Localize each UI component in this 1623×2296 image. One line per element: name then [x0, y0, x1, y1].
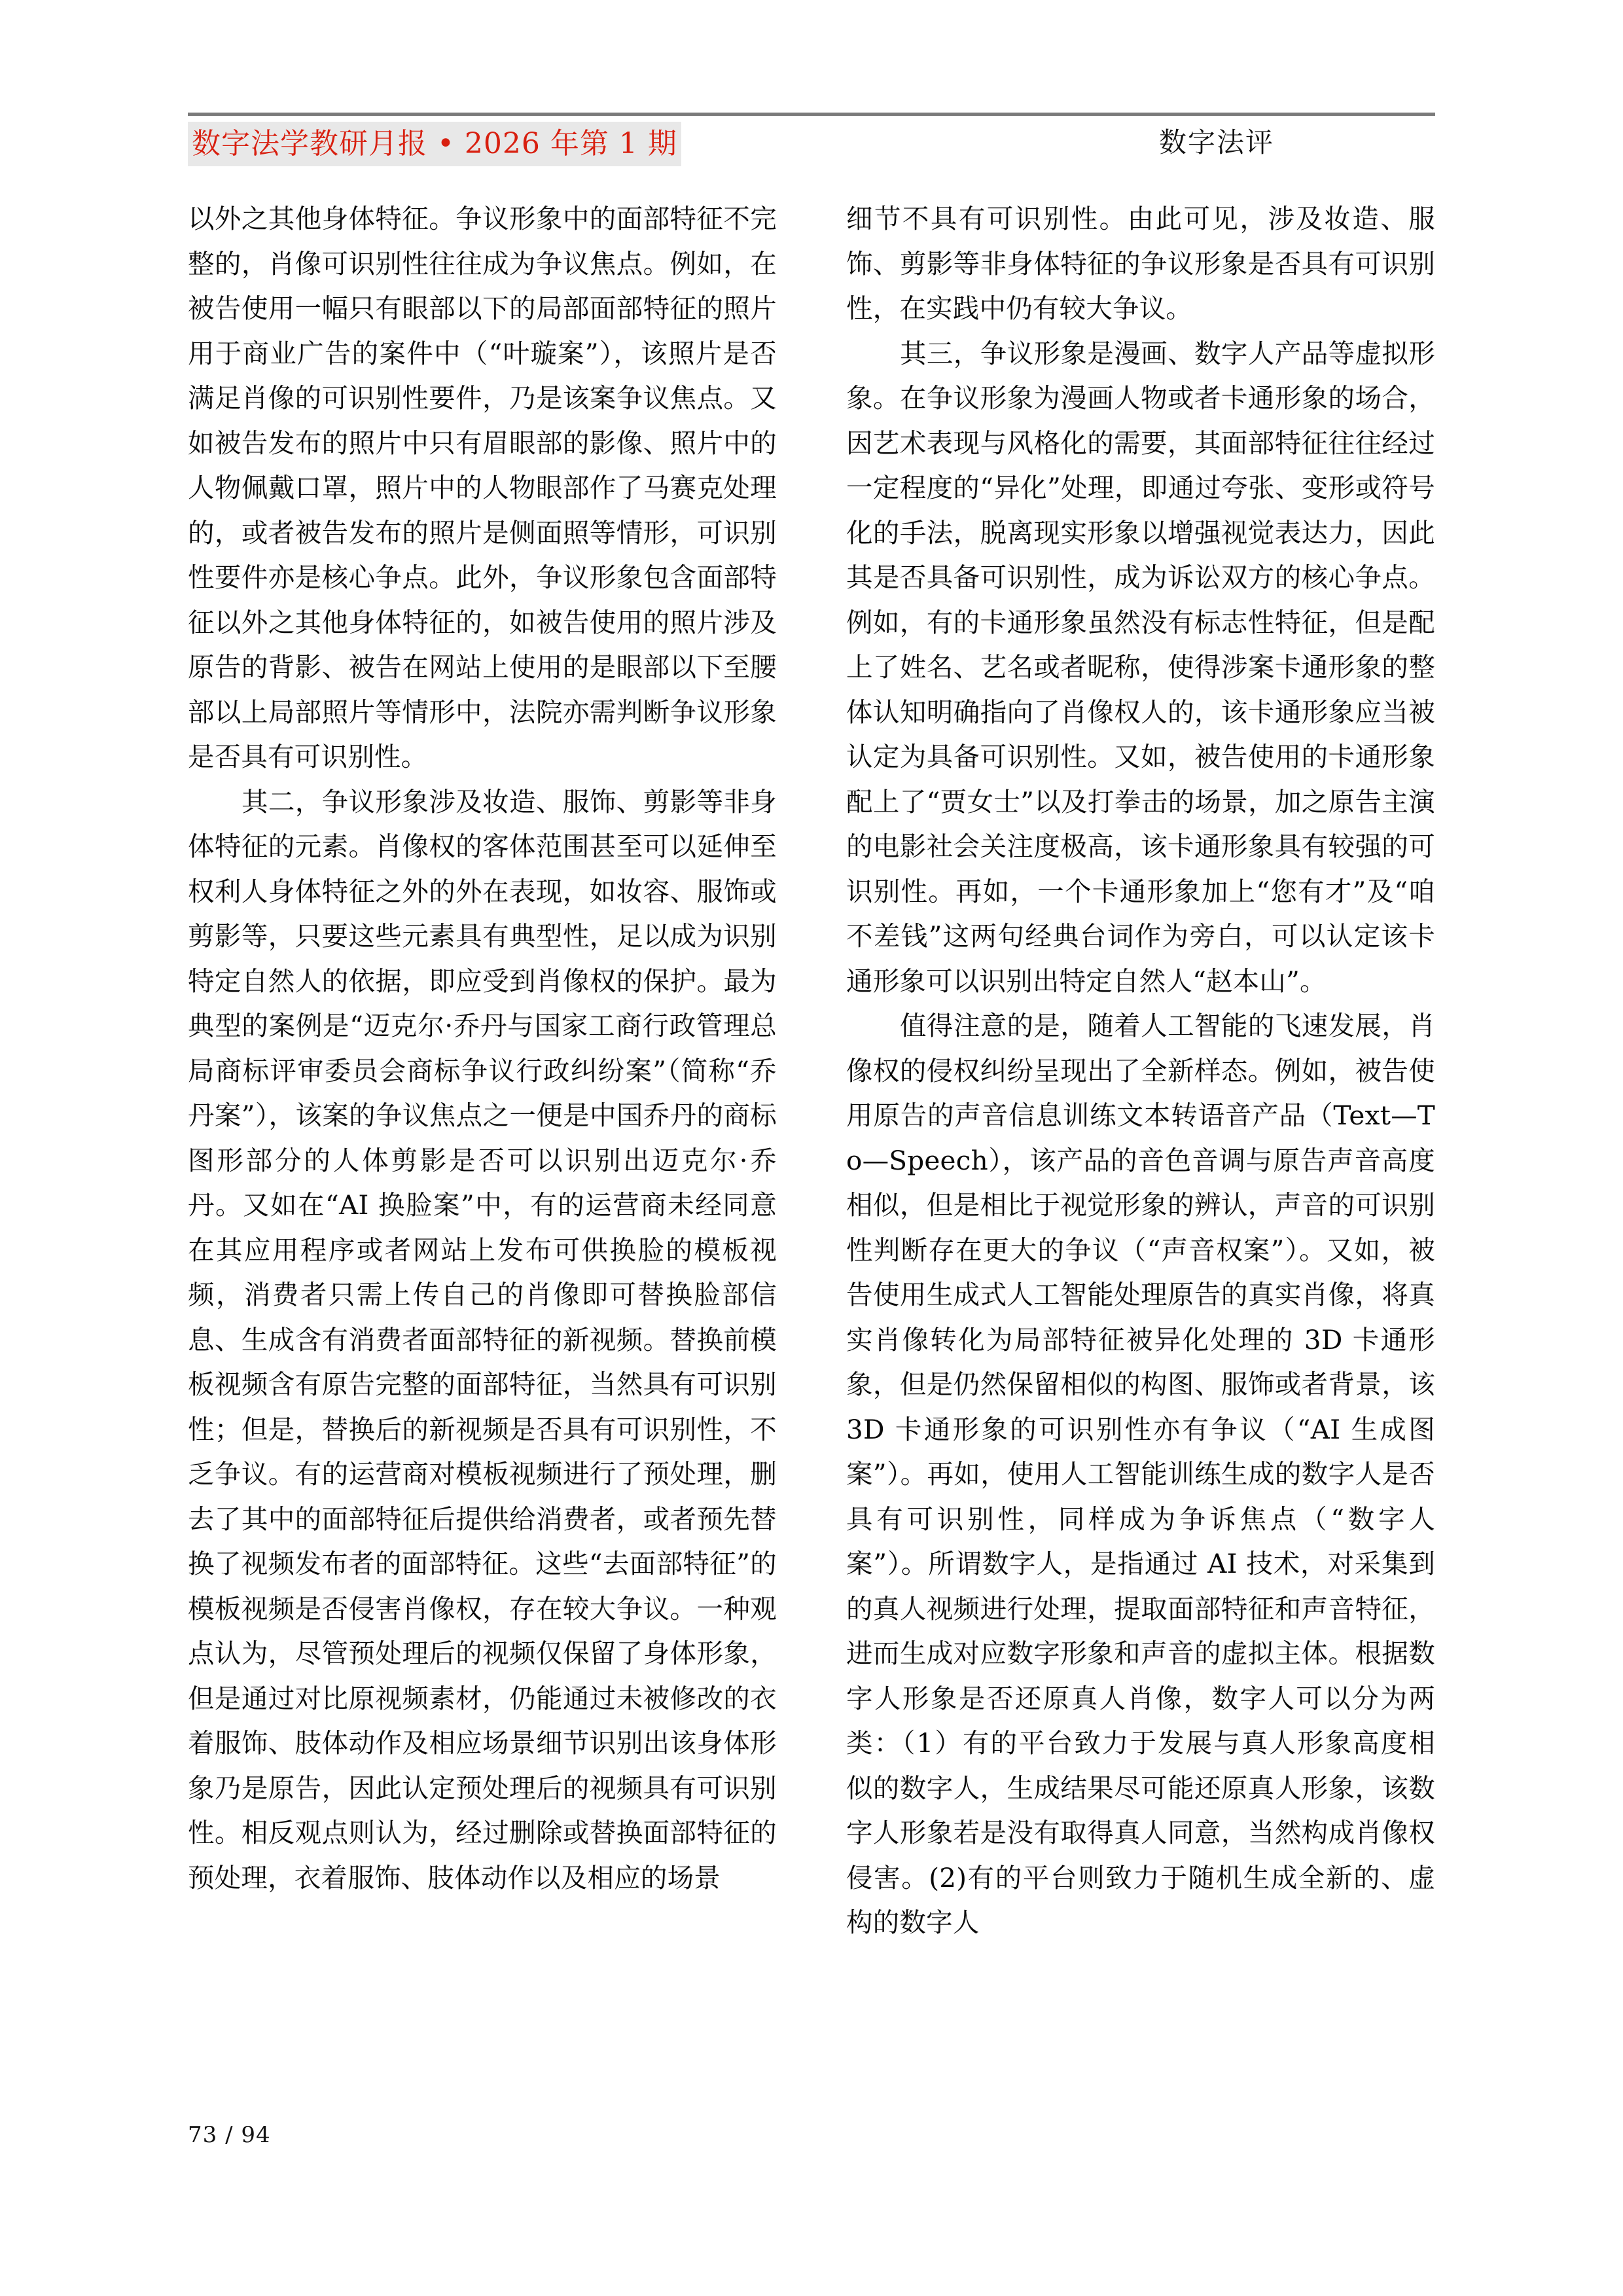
- journal-title-left: 数字法学教研月报 • 2026 年第 1 期: [188, 122, 681, 166]
- paragraph: 以外之其他身体特征。争议形象中的面部特征不完整的，肖像可识别性往往成为争议焦点。例如，在被告使用一幅只有眼部以下的局部面部特征的照片用于商业广告的案件中（“叶璇案”），该照片是否满足肖像的可识别性要件，乃是该案争议焦点。又如被告发布的照片中只有眉眼部的影像、照片中的人物佩戴口罩，照片中的人物眼部作了马赛克处理的，或者被告发布的照片是侧面照等情形，可识别性要件亦是核心争点。此外，争议形象包含面部特征以外之其他身体特征的，如被告使用的照片涉及原告的背影、被告在网站上使用的是眼部以下至腰部以上局部照片等情形中，法院亦需判断争议形象是否具有可识别性。: [188, 203, 777, 772]
- body-columns: [188, 196, 1435, 2081]
- paragraph: 值得注意的是，随着人工智能的飞速发展，肖像权的侵权纠纷呈现出了全新样态。例如，被告使用原告的声音信息训练文本转语音产品（Text—To—Speech），该产品的音色音调与原告声音高度相似，但是相比于视觉形象的辨认，声音的可识别性判断存在更大的争议（“声音权案”）。又如，被告使用生成式人工智能处理原告的真实肖像，将真实肖像转化为局部特征被异化处理的 3D 卡通形象，但是仍然保留相似的构图、服饰或者背景，该 3D 卡通形象的可识别性亦有争议（“AI 生成图案”）。再如，使用人工智能训练生成的数字人是否具有可识别性，同样成为争诉焦点（“数字人案”）。所谓数字人，是指通过 AI 技术，对采集到的真人视频进行处理，提取面部特征和声音特征，进而生成对应数字形象和声音的虚拟主体。根据数字人形象是否还原真人肖像，数字人可以分为两类：（1）有的平台致力于发展与真人形象高度相似的数字人，生成结果尽可能还原真人形象，该数字人形象若是没有取得真人同意，当然构成肖像权侵害。(2)有的平台则致力于随机生成全新的、虚构的数字人: [846, 1010, 1435, 1938]
- page-footer: [188, 2119, 1435, 2151]
- journal-title-right: 数字法评: [1158, 126, 1274, 158]
- right-column: [846, 196, 1435, 2081]
- running-head: [188, 122, 1435, 168]
- paragraph: 细节不具有可识别性。由此可见，涉及妆造、服饰、剪影等非身体特征的争议形象是否具有可识别性，在实践中仍有较大争议。: [846, 203, 1435, 324]
- page-number: 73 / 94: [188, 2122, 271, 2148]
- header-rule-divider: [188, 113, 1435, 116]
- paragraph: 其二，争议形象涉及妆造、服饰、剪影等非身体特征的元素。肖像权的客体范围甚至可以延伸至权利人身体特征之外的外在表现，如妆容、服饰或剪影等，只要这些元素具有典型性，足以成为识别特定自然人的依据，即应受到肖像权的保护。最为典型的案例是“迈克尔·乔丹与国家工商行政管理总局商标评审委员会商标争议行政纠纷案”（简称“乔丹案”），该案的争议焦点之一便是中国乔丹的商标图形部分的人体剪影是否可以识别出迈克尔·乔丹。又如在“AI 换脸案”中，有的运营商未经同意在其应用程序或者网站上发布可供换脸的模板视频，消费者只需上传自己的肖像即可替换脸部信息、生成含有消费者面部特征的新视频。替换前模板视频含有原告完整的面部特征，当然具有可识别性；但是，替换后的新视频是否具有可识别性，不乏争议。有的运营商对模板视频进行了预处理，删去了其中的面部特征后提供给消费者，或者预先替换了视频发布者的面部特征。这些“去面部特征”的模板视频是否侵害肖像权，存在较大争议。一种观点认为，尽管预处理后的视频仅保留了身体形象，但是通过对比原视频素材，仍能通过未被修改的衣着服饰、肢体动作及相应场景细节识别出该身体形象乃是原告，因此认定预处理后的视频具有可识别性。相反观点则认为，经过删除或替换面部特征的预处理，衣着服饰、肢体动作以及相应的场景: [188, 785, 777, 1893]
- paragraph: 其三，争议形象是漫画、数字人产品等虚拟形象。在争议形象为漫画人物或者卡通形象的场合，因艺术表现与风格化的需要，其面部特征往往经过一定程度的“异化”处理，即通过夸张、变形或符号化的手法，脱离现实形象以增强视觉表达力，因此其是否具备可识别性，成为诉讼双方的核心争点。例如，有的卡通形象虽然没有标志性特征，但是配上了姓名、艺名或者昵称，使得涉案卡通形象的整体认知明确指向了肖像权人的，该卡通形象应当被认定为具备可识别性。又如，被告使用的卡通形象配上了“贾女士”以及打拳击的场景，加之原告主演的电影社会关注度极高，该卡通形象具有较强的可识别性。再如，一个卡通形象加上“您有才”及“咱不差钱”这两句经典台词作为旁白，可以认定该卡通形象可以识别出特定自然人“赵本山”。: [846, 337, 1435, 997]
- left-column: [188, 196, 777, 2081]
